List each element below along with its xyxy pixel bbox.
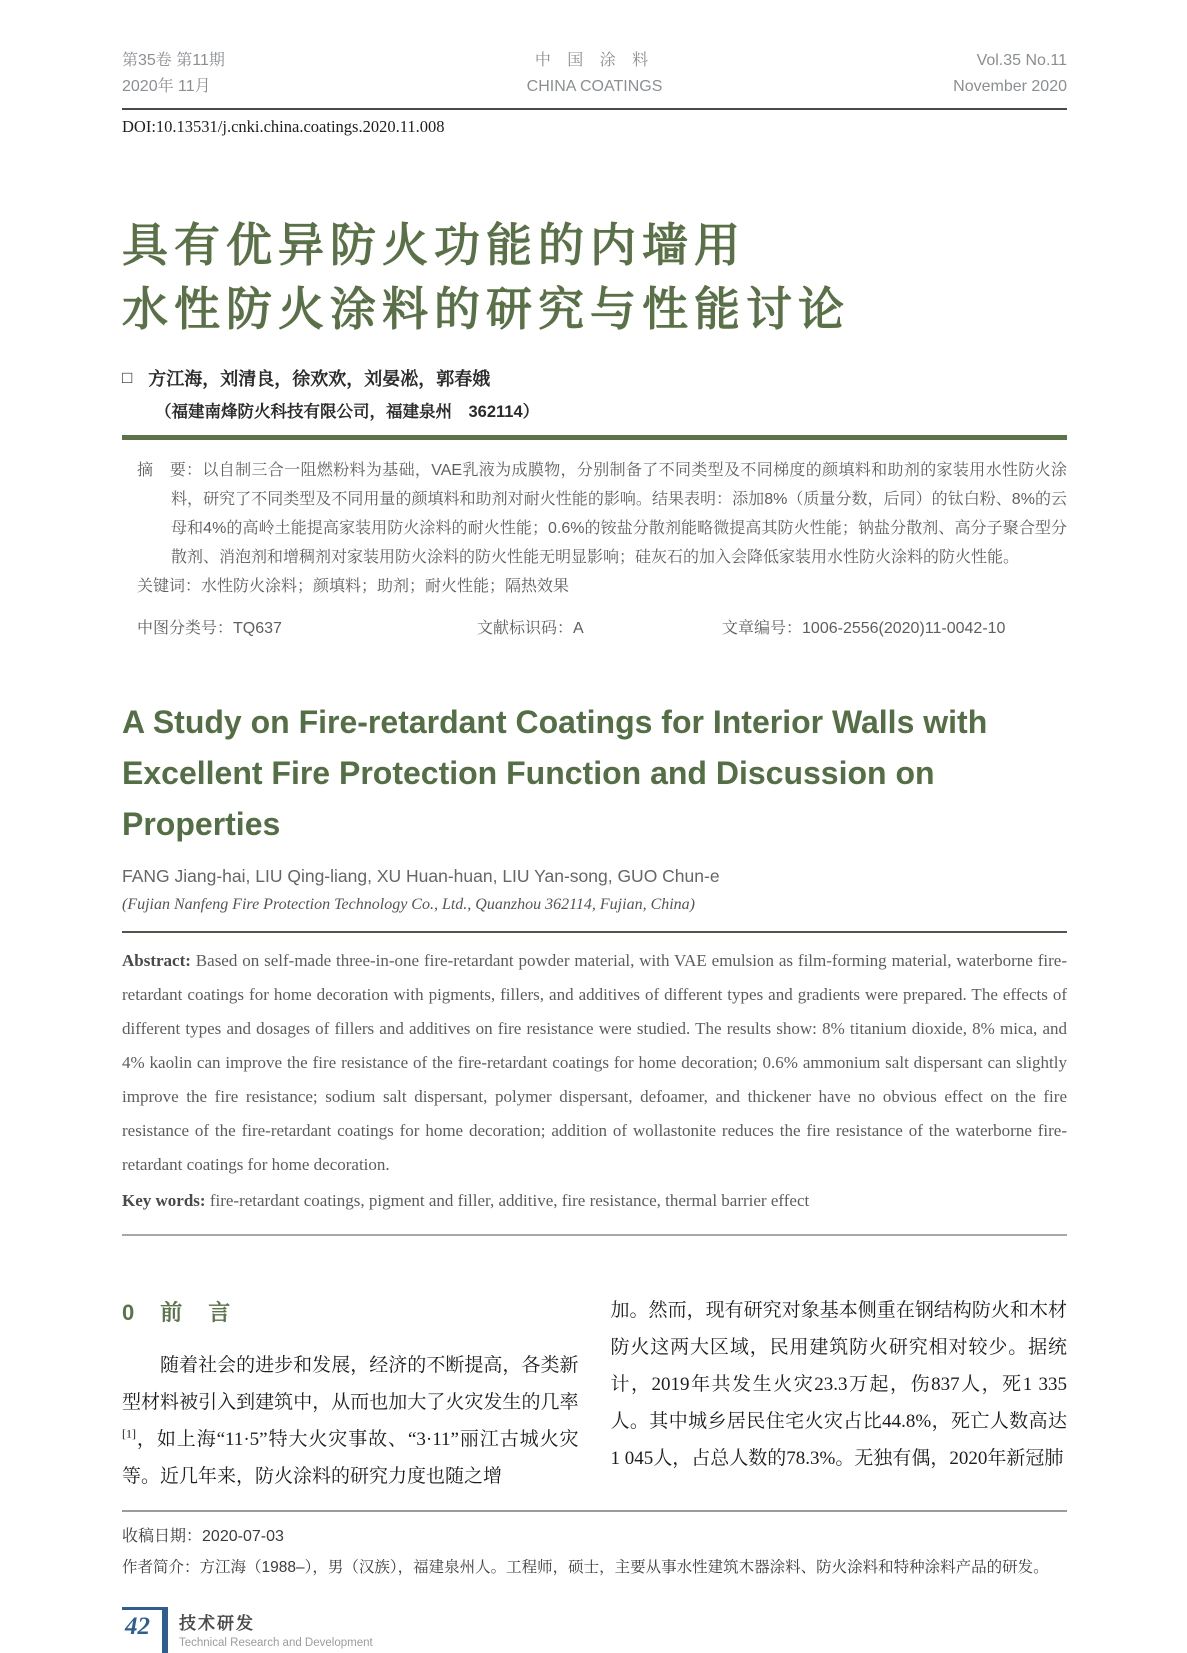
document-code: 文献标识码：A <box>477 620 584 637</box>
header-left <box>122 48 406 100</box>
date-en: November 2020 <box>953 78 1067 95</box>
affiliation-en: (Fujian Nanfeng Fire Protection Technology Co., Ltd., Quanzhou 362114, Fujian, China) <box>122 896 696 913</box>
footnotes <box>122 1510 1067 1583</box>
classification-row <box>137 614 1067 643</box>
section-title: 前 言 <box>160 1300 233 1325</box>
footer-divider-bar <box>162 1607 168 1653</box>
column-name <box>179 1607 373 1649</box>
body-column-right <box>611 1292 1068 1495</box>
header-center <box>406 48 784 100</box>
keywords-cn <box>137 572 1067 601</box>
article-title-en: A Study on Fire-retardant Coatings for Interior Walls with Excellent Fire Protection Function and Discussion on Properties <box>122 704 988 842</box>
page-number-badge <box>122 1607 168 1653</box>
journal-name-cn: 中 国 涂 料 <box>534 52 655 69</box>
abstract-cn-block <box>122 456 1067 643</box>
affiliation-cn: （福建南烽防火科技有限公司，福建泉州 362114） <box>155 403 540 421</box>
abstract-en-text: Based on self-made three-in-one fire-retardant powder material, with VAE emulsion as film-forming material, waterborne fire-retardant coatings for home decoration with pigments, fillers, and additives of different types and gradients were prepared. The effects of different types and dosages of fillers and additives on fire resistance were studied. The results show: 8% titanium dioxide, 8% mica, and 4% kaolin can improve the fire resistance of the fire-retardant coatings for home decoration; 0.6% ammonium salt dispersant can slightly improve the fire resistance; sodium salt dispersant, polymer dispersant, defoamer, and thickener have no obvious effect on the fire resistance of the fire-retardant coatings for home decoration; addition of wollastonite reduces the fire resistance of the waterborne fire-retardant coatings for home decoration. <box>122 951 1067 1174</box>
abstract-cn <box>137 456 1067 572</box>
abstract-cn-label: 摘 要： <box>137 462 203 479</box>
article-title-cn <box>122 213 1067 341</box>
article-title-cn-line2: 水性防火涂料的研究与性能讨论 <box>122 283 850 335</box>
paragraph-right: 加。然而，现有研究对象基本侧重在钢结构防火和木材防火这两大区域，民用建筑防火研究相对较少。据统计，2019年共发生火灾23.3万起，伤837人，死1 335人。其中城乡居民住宅火灾占比44.8%，死亡人数高达1 045人，占总人数的78.3%。无独有偶，2020年新冠肺 <box>610 1300 1067 1469</box>
abstract-en-label: Abstract: <box>122 951 191 970</box>
volume-issue-cn: 第35卷 第11期 <box>122 52 225 69</box>
paragraph-left: 随着社会的进步和发展，经济的不断提高，各类新型材料被引入到建筑中，从而也加大了火灾发生的几率[1]，如上海“11·5”特大火灾事故、“3·11”丽江古城火灾等。近几年来，防火涂料的研究力度也随之增 <box>122 1355 579 1487</box>
keywords-en-label: Key words: <box>122 1191 206 1210</box>
article-body <box>122 1292 1067 1495</box>
clc-number: 中图分类号：TQ637 <box>137 620 282 637</box>
header-right <box>784 48 1068 100</box>
page-footer <box>122 1607 1067 1653</box>
date-cn: 2020年 11月 <box>122 78 211 95</box>
authors-en: FANG Jiang-hai, LIU Qing-liang, XU Huan-huan, LIU Yan-song, GUO Chun-e <box>122 866 720 886</box>
authors-cn-row <box>122 365 1067 391</box>
article-title-cn-line1: 具有优异防火功能的内墙用 <box>122 219 746 271</box>
author-bio: 作者简介：方江海（1988–），男（汉族），福建泉州人。工程师，硕士，主要从事水性建筑木器涂料、防火涂料和特种涂料产品的研发。 <box>122 1559 1049 1576</box>
section-number: 0 <box>122 1300 135 1325</box>
authors-cn: 方江海，刘清良，徐欢欢，刘晏凇，郭春娥 <box>148 369 491 389</box>
page-number: 42 <box>122 1607 162 1653</box>
keywords-cn-label: 关键词： <box>137 578 202 595</box>
abstract-top-rule <box>122 435 1067 440</box>
citation-ref: [1] <box>122 1426 136 1441</box>
author-marker-icon: □ <box>122 368 133 387</box>
abstract-en <box>122 944 1067 1182</box>
abstract-en-block <box>122 931 1067 1236</box>
volume-issue-en: Vol.35 No.11 <box>976 52 1067 69</box>
abstract-cn-text: 以自制三合一阻燃粉料为基础，VAE乳液为成膜物，分别制备了不同类型及不同梯度的颜填料和助剂的家装用水性防火涂料，研究了不同类型及不同用量的颜填料和助剂对耐火性能的影响。结果表明：添加8%（质量分数，后同）的钛白粉、8%的云母和4%的高岭土能提高家装用防火涂料的耐火性能；0.6%的铵盐分散剂能略微提高其防火性能；钠盐分散剂、高分子聚合型分散剂、消泡剂和增稠剂对家装用防火涂料的防火性能无明显影响；硅灰石的加入会降低家装用水性防火涂料的防火性能。 <box>171 462 1067 566</box>
column-name-cn: 技术研发 <box>179 1614 255 1633</box>
received-date: 收稿日期：2020-07-03 <box>122 1528 284 1545</box>
article-number: 文章编号：1006-2556(2020)11-0042-10 <box>722 620 1006 637</box>
journal-header <box>122 48 1067 110</box>
doi: DOI:10.13531/j.cnki.china.coatings.2020.11.008 <box>122 117 445 136</box>
keywords-en <box>122 1184 1067 1218</box>
section-heading <box>122 1294 579 1331</box>
body-column-left <box>122 1292 579 1495</box>
keywords-en-text: fire-retardant coatings, pigment and filler, additive, fire resistance, thermal barrier effect <box>205 1191 810 1210</box>
keywords-cn-text: 水性防火涂料；颜填料；助剂；耐火性能；隔热效果 <box>201 578 570 595</box>
column-name-en: Technical Research and Development <box>179 1637 373 1649</box>
journal-name-en: CHINA COATINGS <box>526 78 663 95</box>
